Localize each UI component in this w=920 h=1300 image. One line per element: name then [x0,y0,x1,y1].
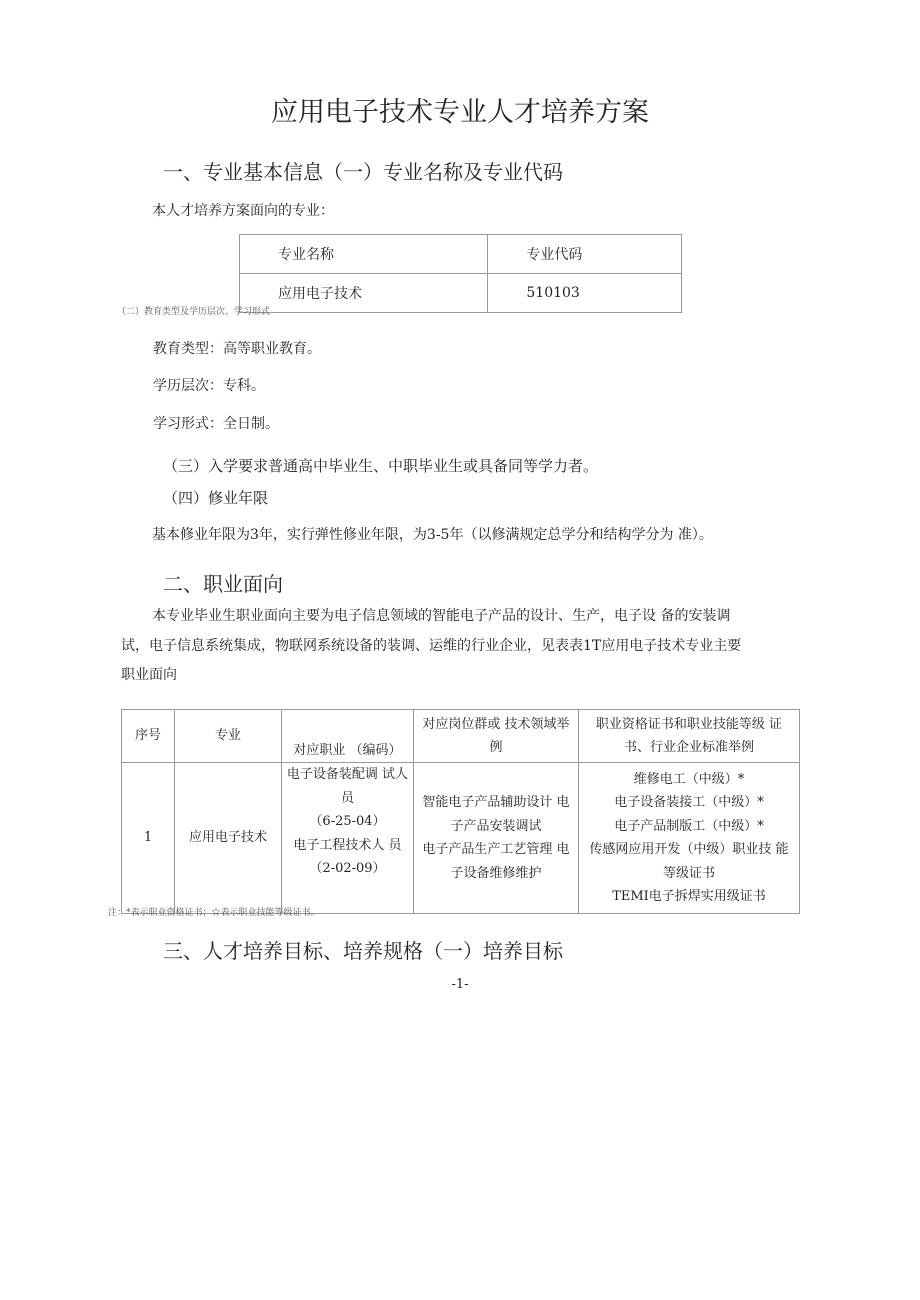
job-line: 电子设备装配调 试人 [286,767,409,782]
header-major: 专业 [175,710,282,763]
edu-level: 学历层次：专科。 [153,378,265,394]
header-posts-line: 对应岗位群或 技术领域举 [422,716,570,732]
section-heading-3: 三、人才培养目标、培养规格（一）培养目标 [163,939,563,963]
edu-type: 教育类型：高等职业教育。 [153,341,321,357]
post-line: 电子产品生产工艺管理 电 [422,842,570,857]
para2-line-2: 试，电子信息系统集成，物联网系统设备的装调、运维的行业企业，见表表1T应用电子技术专业主要 [121,638,742,654]
header-certs [579,710,800,763]
job-line: （2-02-09） [309,861,386,876]
subheading-2: （二）教育类型及学历层次、学习形式 [117,307,271,317]
post-line: 智能电子产品辅助设计 电 [422,795,570,810]
subheading-4: （四）修业年限 [163,489,269,507]
cert-line: 维修电工（中级）* [633,771,745,787]
table-note: 注：*表示职业资格证书；☆表示职业技能等级证书。 [108,908,320,918]
header-no: 序号 [122,710,175,763]
header-major-name: 专业名称 [240,235,488,274]
row-jobs [282,763,414,914]
cert-line: 传感网应用开发（中级）职业技 能 [589,842,789,857]
job-line: 员 [340,790,354,806]
para2-line-1: 本专业毕业生职业面向主要为电子信息领域的智能电子产品的设计、生产，电子设 备的安装调 [152,608,731,624]
major-name: 应用电子技术 [240,274,488,313]
section-heading-1: 一、专业基本信息（一）专业名称及专业代码 [163,160,563,184]
job-line: （6-25-04） [309,814,386,829]
years-text: 基本修业年限为3年，实行弹性修业年限，为3-5年（以修满规定总学分和结构学分为 准）。 [152,527,713,543]
document-title: 应用电子技术专业人才培养方案 [271,97,649,128]
row-certs [579,763,800,914]
header-certs-line: 书、行业企业标准举例 [623,740,754,755]
major-table [239,234,682,313]
row-posts [414,763,579,914]
post-line: 子产品安装调试 [450,818,542,834]
intro-text: 本人才培养方案面向的专业： [152,203,334,219]
section-heading-2: 二、职业面向 [163,572,283,596]
cert-line: 电子设备装接工（中级）* [614,795,764,810]
header-posts [414,710,579,763]
job-line: 电子工程技术人 员 [293,837,402,853]
page-number: -1- [451,977,469,992]
header-certs-line: 职业资格证书和职业技能等级 证 [595,716,783,732]
header-posts-line: 例 [489,740,503,755]
header-major-code: 专业代码 [488,235,682,274]
row-no: 1 [122,763,175,914]
cert-line: 等级证书 [662,865,715,881]
para2-line-3: 职业面向 [121,667,177,683]
study-form: 学习形式：全日制。 [153,416,279,432]
row-major: 应用电子技术 [175,763,282,914]
career-table [121,709,800,914]
post-line: 子设备维修维护 [450,865,542,881]
cert-line: 电子产品制版工（中级）* [614,818,764,834]
header-jobs: 对应职业 （编码） [282,710,414,763]
subheading-3: （三）入学要求普通高中毕业生、中职毕业生或具备同等学力者。 [163,457,599,475]
major-code: 510103 [488,274,682,313]
cert-line: TEMI电子拆焊实用级证书 [612,889,766,904]
